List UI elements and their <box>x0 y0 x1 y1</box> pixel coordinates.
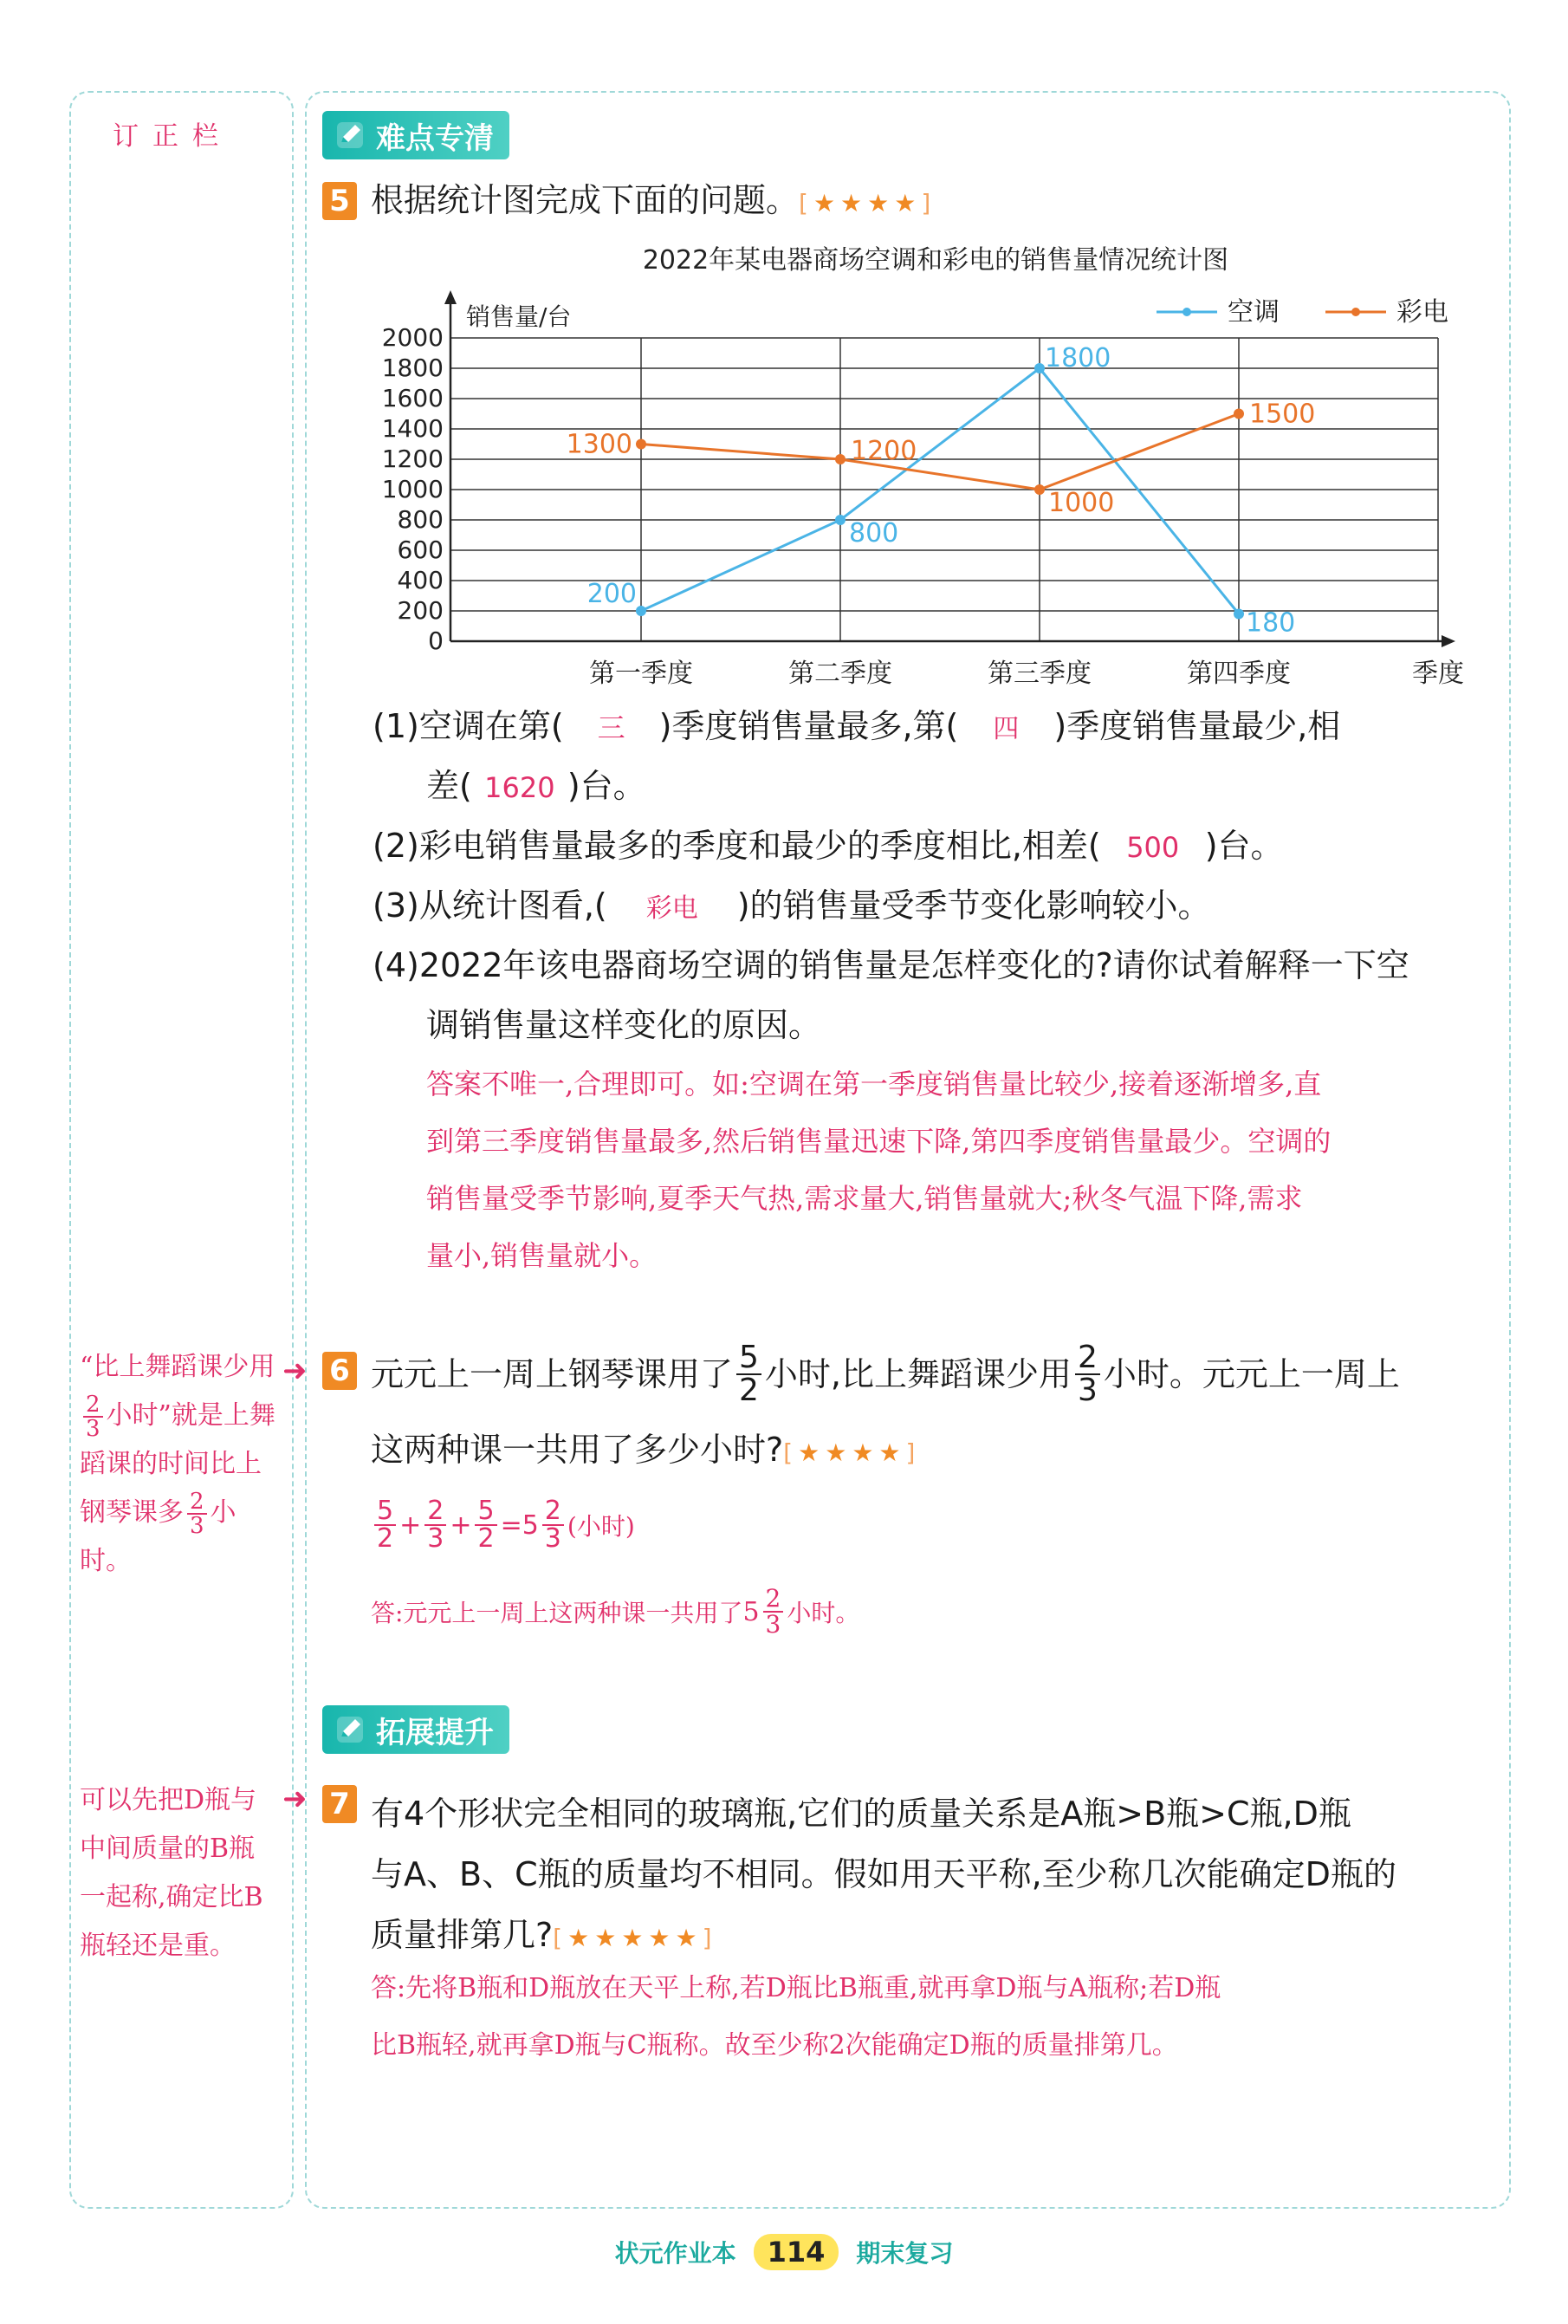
q7-note-line3: 一起称,确定比B <box>80 1882 263 1912</box>
question-number-7: 7 <box>322 1785 357 1823</box>
q6-note-frac2-den: 3 <box>190 1513 204 1539</box>
y-tick-label: 400 <box>397 566 444 594</box>
q5-sub1-text-a: (1)空调在第( <box>373 707 564 745</box>
line-chart <box>355 234 1481 702</box>
q7-question: 有4个形状完全相同的玻璃瓶,它们的质量关系是A瓶>B瓶>C瓶,D瓶 与A、B、C瓶的质量均不相同。假如用天平称,至少称几次能确定D瓶的 质量排第几?[★★★★★] <box>371 1783 1396 1969</box>
q6-frac2-den: 3 <box>1078 1373 1098 1408</box>
q7-line3: 质量排第几? <box>371 1916 554 1954</box>
chart-title: 2022年某电器商场空调和彩电的销售量情况统计图 <box>642 245 1229 276</box>
q6-answer <box>371 1575 859 1648</box>
question-text: 根据统计图完成下面的问题。 <box>371 181 800 219</box>
q5-sub4-answer <box>426 1055 1331 1284</box>
data-point <box>1234 609 1244 620</box>
pencil-icon <box>334 120 366 151</box>
q5-sub1-answer-2: 四 <box>993 714 1020 744</box>
q6-frac1-den: 2 <box>739 1373 759 1408</box>
q6-frac2-num: 2 <box>1075 1342 1100 1375</box>
legend-label: 空调 <box>1228 297 1280 328</box>
q6-note-frac-num: 2 <box>83 1393 103 1418</box>
y-tick-label: 1000 <box>381 475 444 503</box>
calc-frac-a-den: 2 <box>377 1523 394 1554</box>
q6-text-a: 元元上一周上钢琴课用了 <box>371 1355 734 1393</box>
q6-answer-whole: 5 <box>742 1596 760 1627</box>
q6-answer-den: 3 <box>765 1610 781 1639</box>
q7-answer-line1: 答:先将B瓶和D瓶放在天平上称,若D瓶比B瓶重,就再拿D瓶与A瓶称;若D瓶 <box>371 1973 1221 2003</box>
section-banner-extension <box>322 1705 509 1754</box>
q7-answer-line2: 比B瓶轻,就再拿D瓶与C瓶称。故至少称2次能确定D瓶的质量排第几。 <box>371 2030 1178 2061</box>
y-tick-label: 1800 <box>381 354 444 382</box>
q5-sub3-text-b: )的销售量受季节变化影响较小。 <box>736 886 1211 925</box>
q5-sub2-text-b: )台。 <box>1204 827 1284 865</box>
footer-book-name: 状元作业本 <box>614 2239 736 2268</box>
q5-sub4-answer-line2: 到第三季度销售量最多,然后销售量迅速下降,第四季度销售量最少。空调的 <box>426 1125 1332 1158</box>
page-number: 114 <box>754 2234 839 2270</box>
q5-sub3 <box>373 886 1211 929</box>
q5-sub3-answer: 彩电 <box>645 893 698 924</box>
y-tick-label: 2000 <box>381 323 444 352</box>
data-point <box>835 515 846 525</box>
q6-note-line1: “比上舞蹈课少用 <box>80 1352 275 1382</box>
q6-answer-text-a: 答:元元上一周上这两种课一共用了 <box>371 1599 743 1627</box>
calc-frac-c-num: 5 <box>475 1498 496 1526</box>
y-axis-label: 销售量/台 <box>466 302 572 331</box>
calc-result-den: 3 <box>544 1523 561 1554</box>
q5-sub2-answer: 500 <box>1126 831 1180 864</box>
calc-frac-c-den: 2 <box>477 1523 495 1554</box>
q6-note-frac-den: 3 <box>86 1416 100 1442</box>
data-point <box>636 606 646 616</box>
difficulty-stars: ★★★★ <box>798 1438 906 1467</box>
y-axis-arrow <box>444 290 457 304</box>
calc-unit: (小时) <box>567 1512 635 1541</box>
q5-sub4-answer-line3: 销售量受季节影响,夏季天气热,需求量大,销售量就大;秋冬气温下降,需求 <box>426 1182 1303 1215</box>
q5-sub4-answer-line1: 答案不唯一,合理即可。如:空调在第一季度销售量比较少,接着逐渐增多,直 <box>426 1068 1322 1100</box>
correction-column-title: 订正栏 <box>113 121 232 152</box>
y-tick-label: 1200 <box>381 445 444 473</box>
arrow-right-icon: ➜ <box>282 1782 308 1816</box>
calc-frac-b-num: 2 <box>424 1498 446 1526</box>
calc-equals: = <box>500 1509 522 1541</box>
difficulty-stars: ★★★★ <box>813 189 922 217</box>
q7-answer <box>371 1960 1221 2074</box>
q5-sub1-line2 <box>426 766 646 808</box>
q5-sub1-text-e: )台。 <box>567 767 646 805</box>
legend-marker <box>1351 308 1360 316</box>
page-footer <box>0 2234 1568 2270</box>
q5-sub4-line1: (4)2022年该电器商场空调的销售量是怎样变化的?请你试着解释一下空 <box>373 946 1409 984</box>
footer-section-name: 期末复习 <box>856 2239 954 2268</box>
q6-line1 <box>371 1338 1400 1411</box>
data-point <box>1034 363 1045 373</box>
q7-note-line2: 中间质量的B瓶 <box>80 1834 256 1864</box>
q6-text-d: 这两种课一共用了多少小时? <box>371 1431 784 1469</box>
y-tick-label: 200 <box>397 596 444 625</box>
q5-sub1-text-d: 差( <box>426 767 472 805</box>
q5-sub1-line1 <box>373 706 1340 750</box>
q5-sub1-text-c: )季度销售量最少,相 <box>1053 707 1341 745</box>
data-label: 1000 <box>1048 488 1115 518</box>
q6-note-frac2-num: 2 <box>187 1490 207 1515</box>
data-label: 1200 <box>851 436 917 466</box>
q6-answer-num: 2 <box>763 1587 784 1613</box>
y-tick-label: 600 <box>397 536 444 564</box>
section-banner-difficulty <box>322 111 509 159</box>
x-tick-label: 第四季度 <box>1187 659 1291 689</box>
question-number-5: 5 <box>322 182 357 220</box>
difficulty-stars: ★★★★★ <box>567 1924 703 1952</box>
pencil-icon <box>334 1714 366 1745</box>
y-tick-label: 800 <box>397 505 444 534</box>
q5-sub2-text-a: (2)彩电销售量最多的季度和最少的季度相比,相差( <box>373 827 1101 865</box>
y-tick-label: 0 <box>428 626 444 655</box>
arrow-right-icon: ➜ <box>282 1354 308 1388</box>
x-tick-label: 第三季度 <box>988 659 1092 689</box>
q5-sub1-answer-3: 1620 <box>484 771 555 804</box>
data-label: 180 <box>1246 607 1296 639</box>
data-label: 1800 <box>1045 343 1111 373</box>
y-tick-label: 1400 <box>381 414 444 443</box>
q7-side-note <box>80 1776 288 1970</box>
data-label: 200 <box>586 579 637 609</box>
calc-plus-2: + <box>450 1509 472 1541</box>
q7-line1: 有4个形状完全相同的玻璃瓶,它们的质量关系是A瓶>B瓶>C瓶,D瓶 <box>371 1795 1351 1833</box>
x-axis-arrow <box>1442 635 1455 647</box>
legend-label: 彩电 <box>1396 297 1448 328</box>
q7-note-line1: 可以先把D瓶与 <box>80 1785 257 1815</box>
data-label: 1500 <box>1249 399 1316 430</box>
q6-note-line4a: 钢琴课多 <box>80 1497 184 1528</box>
x-tick-label: 第一季度 <box>589 659 693 689</box>
q5-sub2 <box>373 826 1284 867</box>
series-line <box>641 414 1239 490</box>
banner-title: 难点专清 <box>376 120 494 156</box>
data-label: 800 <box>849 518 899 549</box>
data-point <box>1234 409 1244 419</box>
data-point <box>636 439 646 450</box>
q6-calculation <box>371 1482 635 1568</box>
q5-sub3-text-a: (3)从统计图看,( <box>373 886 607 925</box>
q6-note-line2: 小时”就是上舞 <box>106 1400 275 1431</box>
q6-answer-text-b: 小时。 <box>787 1599 860 1627</box>
data-point <box>1034 484 1045 495</box>
q6-frac1-num: 5 <box>736 1342 761 1375</box>
q6-line2: 这两种课一共用了多少小时?[★★★★] <box>371 1431 921 1469</box>
q6-text-c: 小时。元元上一周上 <box>1103 1355 1400 1393</box>
x-axis-label: 季度 <box>1412 659 1464 689</box>
question-5-text: 根据统计图完成下面的问题。[★★★★] <box>371 181 936 219</box>
q5-sub1-text-b: )季度销售量最多,第( <box>658 707 959 745</box>
q5-sub1-answer-1: 三 <box>597 711 625 744</box>
q7-note-line4: 瓶轻还是重。 <box>80 1931 236 1961</box>
data-point <box>835 454 846 464</box>
calc-plus-1: + <box>399 1509 422 1541</box>
data-label: 1300 <box>566 429 632 460</box>
q6-note-line3: 蹈课的时间比上 <box>80 1449 262 1479</box>
q6-note-line4b: 小时。 <box>80 1497 236 1576</box>
calc-frac-a-num: 5 <box>374 1498 396 1526</box>
calc-result-num: 2 <box>542 1498 564 1526</box>
q5-sub4-line2: 调销售量这样变化的原因。 <box>426 1006 822 1044</box>
legend-marker <box>1182 308 1191 316</box>
q6-text-b: 小时,比上舞蹈课少用 <box>764 1355 1072 1393</box>
series-line <box>641 368 1239 614</box>
calc-result-whole: 5 <box>522 1509 539 1541</box>
q7-line2: 与A、B、C瓶的质量均不相同。假如用天平称,至少称几次能确定D瓶的 <box>371 1855 1396 1893</box>
question-number-6: 6 <box>322 1352 357 1390</box>
y-tick-label: 1600 <box>381 384 444 412</box>
calc-frac-b-den: 3 <box>427 1523 444 1554</box>
banner-title: 拓展提升 <box>376 1715 494 1750</box>
q5-sub4-answer-line4: 量小,销售量就小。 <box>426 1239 658 1272</box>
x-tick-label: 第二季度 <box>788 659 892 689</box>
q6-side-note <box>80 1343 288 1586</box>
